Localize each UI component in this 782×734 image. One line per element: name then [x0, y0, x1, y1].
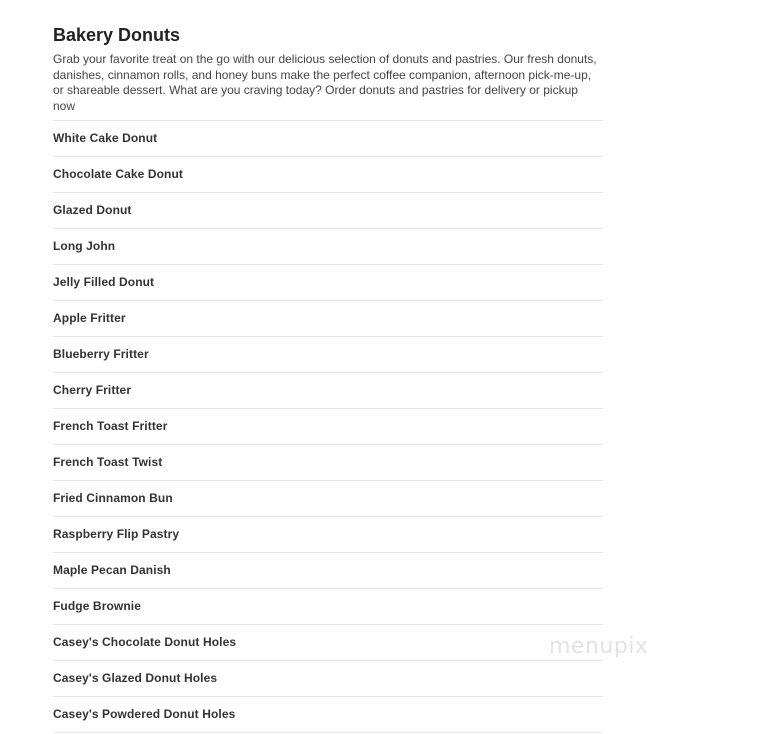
menu-item[interactable] — [53, 301, 603, 337]
menu-item[interactable] — [53, 373, 603, 409]
menu-item[interactable] — [53, 625, 603, 661]
menu-item-name: Fudge Brownie — [53, 599, 141, 614]
menu-item-name: Fried Cinnamon Bun — [53, 491, 173, 506]
menu-item-name: French Toast Twist — [53, 455, 163, 470]
menu-item-name: Maple Pecan Danish — [53, 563, 171, 578]
menu-item[interactable] — [53, 121, 603, 157]
menu-item[interactable] — [53, 409, 603, 445]
menu-item-name: Cherry Fritter — [53, 383, 132, 398]
menupix-watermark: menupix — [549, 634, 649, 659]
menu-item-name: Blueberry Fritter — [53, 347, 149, 362]
menu-item-name: Casey's Chocolate Donut Holes — [53, 635, 237, 650]
menu-item[interactable] — [53, 157, 603, 193]
menu-item-name: Raspberry Flip Pastry — [53, 527, 180, 542]
section-description: Grab your favorite treat on the go with our delicious selection of donuts and pastries. Our fresh donuts, danishes, cinnamon rolls, and honey buns make the perfect coffee companion, afternoon pick-me-up, or shareable dessert. What are you craving today? Order donuts and pastries for delivery or pickup now — [53, 52, 597, 114]
menu-item[interactable] — [53, 229, 603, 265]
menu-item-name: Glazed Donut — [53, 203, 132, 218]
menu-item[interactable] — [53, 445, 603, 481]
menu-item-list — [53, 120, 603, 733]
menu-item[interactable] — [53, 337, 603, 373]
menu-item[interactable] — [53, 193, 603, 229]
menu-item[interactable] — [53, 697, 603, 733]
menu-item-name: Jelly Filled Donut — [53, 275, 155, 290]
menu-item-name: White Cake Donut — [53, 131, 158, 146]
menu-item[interactable] — [53, 589, 603, 625]
menu-item-name: French Toast Fritter — [53, 419, 168, 434]
menu-item[interactable] — [53, 661, 603, 697]
menu-item[interactable] — [53, 481, 603, 517]
menu-section — [53, 24, 603, 733]
menu-item-name: Apple Fritter — [53, 311, 126, 326]
menu-item[interactable] — [53, 517, 603, 553]
section-title: Bakery Donuts — [53, 25, 181, 45]
menu-item[interactable] — [53, 265, 603, 301]
menu-item-name: Casey's Powdered Donut Holes — [53, 707, 236, 722]
menu-item-name: Long John — [53, 239, 116, 254]
menu-item-name: Casey's Glazed Donut Holes — [53, 671, 218, 686]
menu-item[interactable] — [53, 553, 603, 589]
menu-item-name: Chocolate Cake Donut — [53, 167, 184, 182]
